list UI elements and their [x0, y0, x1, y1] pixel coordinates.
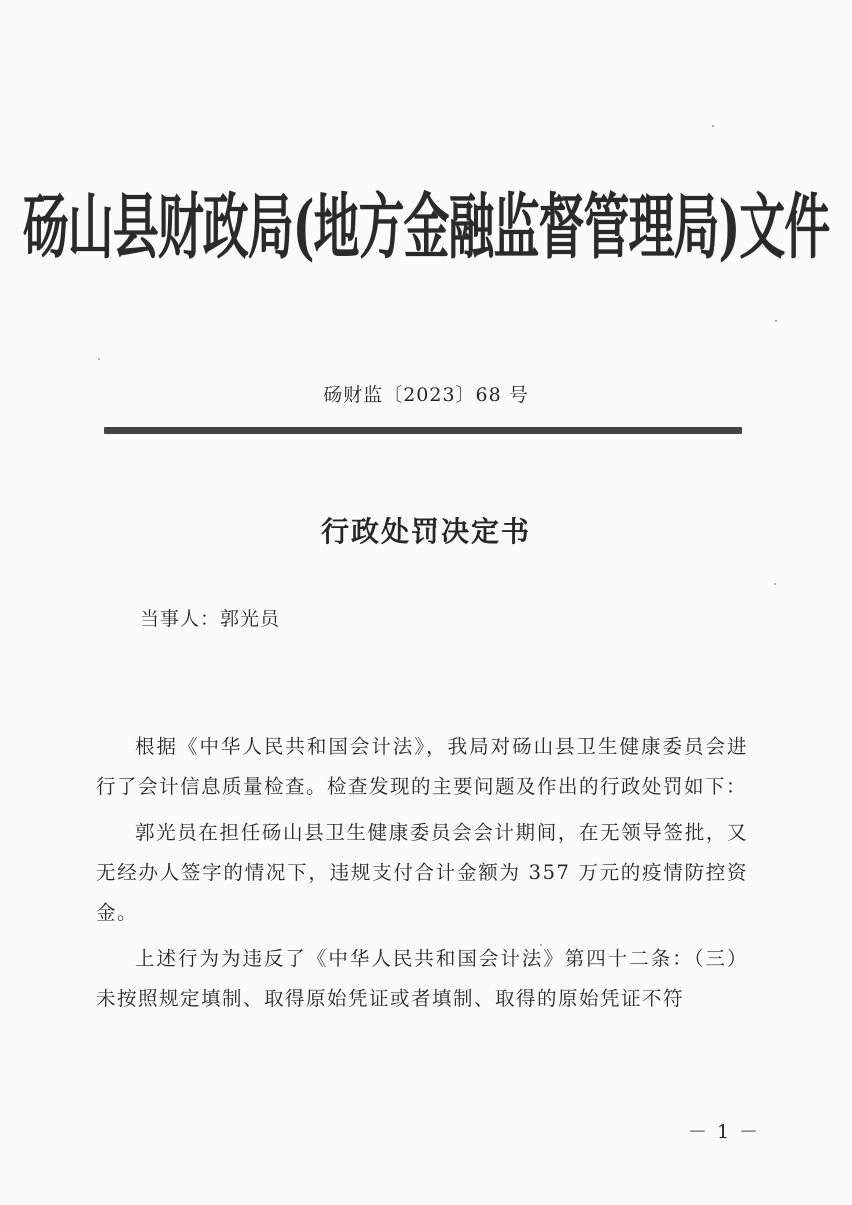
header-divider-rule — [104, 427, 742, 434]
scan-speck — [774, 583, 776, 585]
body-paragraph: 根据《中华人民共和国会计法》，我局对砀山县卫生健康委员会进行了会计信息质量检查。检查发现的主要问题及作出的行政处罚如下： — [96, 735, 748, 798]
party-line: 当事人：郭光员 — [140, 608, 281, 630]
scan-speck — [98, 358, 100, 360]
body-paragraph: 郭光员在担任砀山县卫生健康委员会会计期间，在无领导签批，又无经办人签字的情况下，违规支付合计金额为 357 万元的疫情防控资金。 — [96, 821, 748, 924]
page-number: － 1 － — [688, 1121, 761, 1143]
scan-speck — [540, 944, 542, 946]
body-paragraph: 上述行为为违反了《中华人民共和国会计法》第四十二条：（三）未按照规定填制、取得原始凭证或者填制、取得的原始凭证不符 — [96, 947, 748, 1010]
scan-speck — [712, 125, 714, 127]
scan-speck — [775, 320, 777, 322]
issuer-header-title: 砀山县财政局(地方金融监督管理局)文件 — [22, 184, 830, 269]
decision-title: 行政处罚决定书 — [320, 515, 531, 548]
body-text — [96, 727, 748, 1025]
document-number: 砀财监〔2023〕68 号 — [323, 384, 529, 406]
